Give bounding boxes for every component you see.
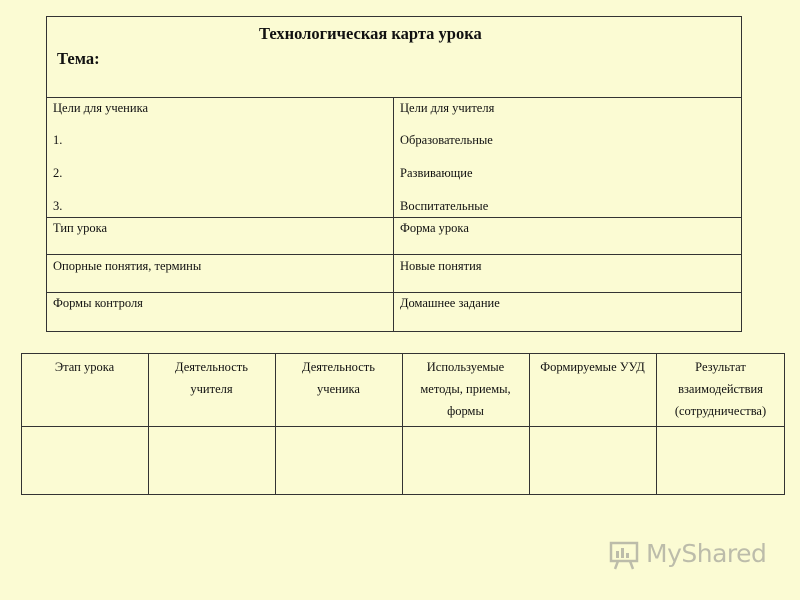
goals-teacher-label: Цели для учителя — [400, 101, 495, 115]
card-divider-row2 — [46, 254, 742, 255]
goals-teacher-item: Развивающие — [400, 166, 473, 180]
control-forms-label: Формы контроля — [53, 296, 143, 310]
lesson-type-label: Тип урока — [53, 221, 108, 235]
stages-col-divider — [275, 353, 276, 495]
card-divider-header — [46, 97, 742, 98]
card-divider-row3 — [46, 292, 742, 293]
goals-teacher-item: Образовательные — [400, 133, 493, 147]
watermark-text: MyShared — [646, 539, 767, 568]
homework-label: Домашнее задание — [400, 296, 500, 310]
card-divider-row1 — [46, 217, 742, 218]
stages-header-cell: Деятельность учителя — [175, 360, 248, 396]
stages-header-cell: Используемые методы, приемы, формы — [420, 360, 511, 418]
goals-student-item: 1. — [53, 133, 63, 147]
goals-teacher-item: Воспитательные — [400, 199, 489, 213]
card-topic-label: Тема: — [57, 49, 100, 68]
stages-header-cell: Результат взаимодействия (сотрудничества) — [674, 360, 767, 418]
stages-col-divider — [148, 353, 149, 495]
presentation-board-icon — [608, 539, 640, 571]
stages-header-divider — [21, 426, 785, 427]
stages-col-divider — [529, 353, 530, 495]
stages-header-cell: Этап урока — [54, 360, 115, 374]
stages-header-cell: Деятельность ученика — [302, 360, 375, 396]
new-concepts-label: Новые понятия — [400, 259, 482, 273]
lesson-card-table — [46, 16, 742, 332]
stages-col-divider — [402, 353, 403, 495]
basic-concepts-label: Опорные понятия, термины — [53, 259, 202, 273]
card-column-divider — [393, 97, 394, 332]
card-title: Технологическая карта урока — [259, 24, 482, 43]
lesson-form-label: Форма урока — [400, 221, 469, 235]
myshared-watermark — [606, 537, 776, 573]
goals-student-item: 3. — [53, 199, 63, 213]
goals-student-item: 2. — [53, 166, 63, 180]
stages-header-cell: Формируемые УУД — [540, 360, 645, 374]
goals-student-label: Цели для ученика — [53, 101, 148, 115]
